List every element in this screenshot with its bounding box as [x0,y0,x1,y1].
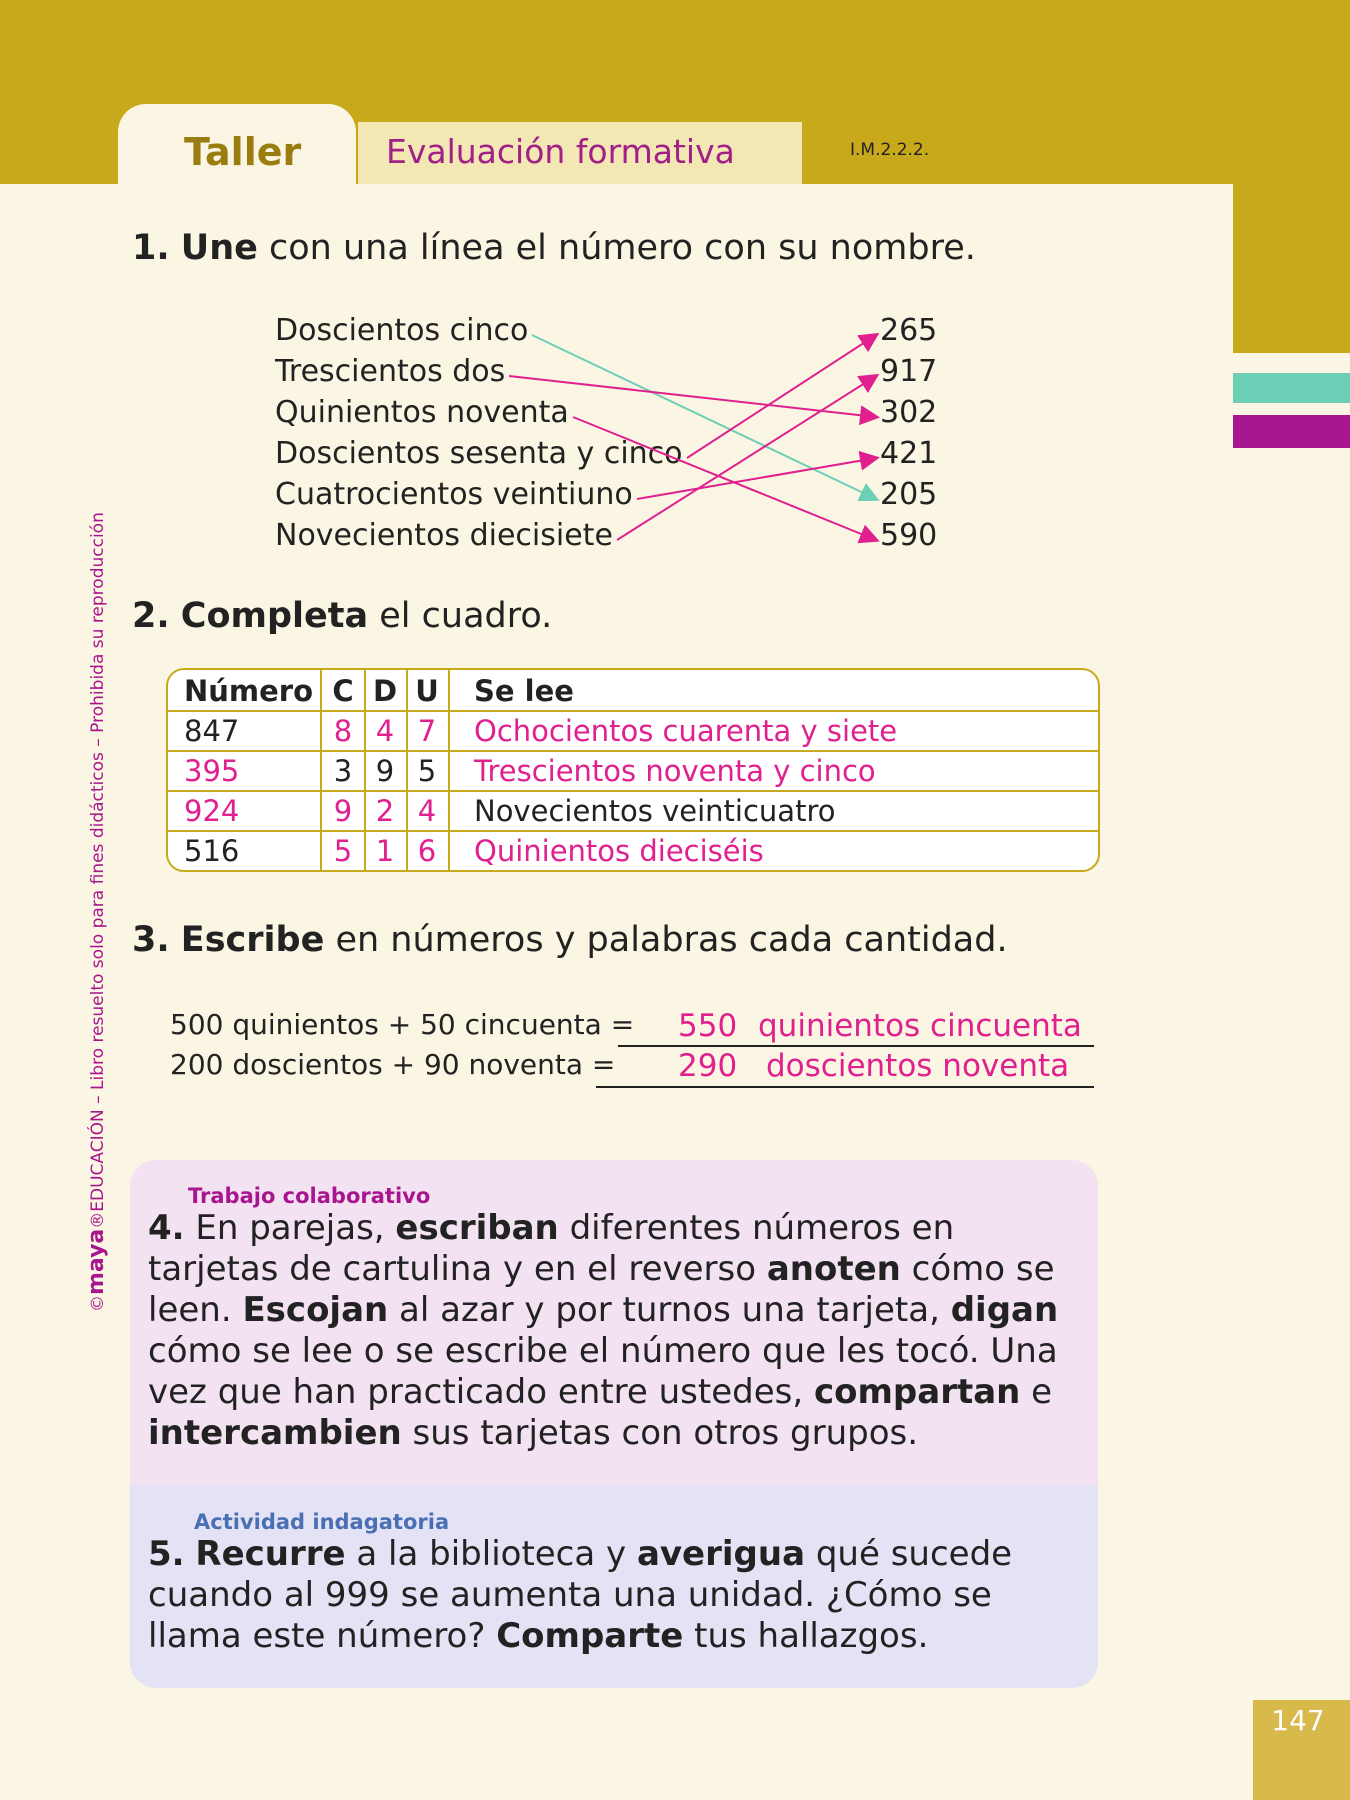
cell-c: 5 [333,834,353,868]
q4-verb: digan [950,1290,1059,1330]
q3-verb: Escribe [180,920,325,960]
header-d: D [372,674,398,708]
q4-label: Trabajo colaborativo [188,1184,431,1208]
q1-number-item: 265 [880,313,938,348]
q2-verb: Completa [180,596,369,636]
brand-name: maya [84,1228,109,1295]
cell-u: 4 [417,794,437,828]
header-numero: Número [184,674,314,708]
cell-read: Ochocientos cuarenta y siete [474,714,898,748]
q1-name-item: Quinientos noventa [275,395,569,430]
match-line [617,376,876,540]
q5-text-part: tus hallazgos. [683,1616,929,1656]
q4-text-part: cómo se lee o se escribe el número que les tocó. Una vez que han practicado entre ustedes, [148,1331,1058,1412]
tab-taller-label: Taller [184,130,302,174]
match-line [687,335,876,458]
cell-c: 8 [333,714,353,748]
cell-number: 924 [184,794,240,828]
q4-text-part: diferentes números en tarjetas de cartulina y en el reverso [148,1208,955,1289]
q3-line2-answer-words: doscientos noventa [766,1048,1070,1084]
cell-u: 5 [417,754,437,788]
q5-verb: Recurre [195,1534,346,1574]
q5-text-part: a la biblioteca y [345,1534,637,1574]
q3-line1-expression: 500 quinientos + 50 cincuenta = [170,1008,635,1041]
q4-number: 4. [148,1208,185,1248]
q5-number: 5. [148,1534,185,1574]
q4-verb: anoten [766,1249,901,1289]
q4-verb: intercambien [148,1413,402,1453]
q1-number-item: 302 [880,395,938,430]
place-value-table [166,668,1100,872]
q4-text-part: e [1020,1372,1053,1412]
q5-verb: Comparte [496,1616,684,1656]
q4-verb: escriban [395,1208,559,1248]
q1-instruction: con una línea el número con su nombre. [257,228,976,268]
q4-text-part: sus tarjetas con otros grupos. [401,1413,919,1453]
cell-d: 1 [375,834,395,868]
cell-c: 3 [333,754,353,788]
q5-label: Actividad indagatoria [194,1510,450,1534]
q5-text-part: qué sucede cuando al 999 se aumenta una unidad. ¿Cómo se llama este número? [148,1534,1013,1656]
q5-verb: averigua [636,1534,806,1574]
q4-text-part: cómo se leen. [148,1249,1055,1330]
q3-line2-underline [596,1086,1094,1088]
q2-number: 2. [132,596,170,636]
q1-name-item: Doscientos sesenta y cinco [275,436,683,471]
q1-name-item: Novecientos diecisiete [275,518,613,553]
table-header-row [168,670,1098,712]
table-row [168,710,1098,752]
table-row [168,790,1098,832]
cell-c: 9 [333,794,353,828]
q3-heading [132,920,1008,960]
cell-u: 6 [417,834,437,868]
match-line [637,458,876,499]
q4-text-part: En parejas, [184,1208,396,1248]
curriculum-code: I.M.2.2.2. [850,140,930,160]
header-c: C [332,674,354,708]
cell-d: 2 [375,794,395,828]
q1-number-item: 917 [880,354,938,389]
q1-number-item: 205 [880,477,938,512]
tab-evaluacion-label: Evaluación formativa [386,132,735,171]
header-se-lee: Se lee [474,674,574,708]
q1-match-lines [0,0,1350,600]
copyright-symbol: © [88,1295,108,1312]
q3-instruction: en números y palabras cada cantidad. [324,920,1008,960]
q2-heading [132,596,552,636]
q5-text [148,1534,1068,1657]
copyright-text: ®EDUCACIÓN – Libro resuelto solo para fines didácticos – Prohibida su reproducción [88,512,108,1229]
table-row [168,830,1098,870]
cell-d: 4 [375,714,395,748]
q1-name-item: Cuatrocientos veintiuno [275,477,633,512]
page-number: 147 [1271,1704,1325,1737]
q3-line1-answer-number: 550 [678,1008,738,1044]
table-row [168,750,1098,792]
q3-line2-answer-number: 290 [678,1048,738,1084]
q3-line1-underline [618,1045,1094,1047]
cell-d: 9 [375,754,395,788]
cell-number: 847 [184,714,240,748]
cell-read: Trescientos noventa y cinco [474,754,876,788]
cell-read: Quinientos dieciséis [474,834,764,868]
q2-instruction: el cuadro. [368,596,553,636]
q4-verb: Escojan [242,1290,389,1330]
q4-verb: compartan [813,1372,1021,1412]
cell-number: 516 [184,834,240,868]
q1-name-item: Doscientos cinco [275,313,529,348]
cell-number: 395 [184,754,240,788]
q3-line1-answer-words: quinientos cincuenta [758,1008,1082,1044]
q1-number-item: 421 [880,436,938,471]
q4-text-part: al azar y por turnos una tarjeta, [388,1290,951,1330]
header-u: U [415,674,439,708]
match-line [532,335,876,499]
copyright-vertical [84,512,109,1312]
q4-text [148,1208,1068,1454]
q1-verb: Une [180,228,258,268]
cell-u: 7 [417,714,437,748]
q3-line2-expression: 200 doscientos + 90 noventa = [170,1048,616,1081]
q3-number: 3. [132,920,170,960]
q1-number: 1. [132,228,170,268]
match-line [573,417,876,540]
cell-read: Novecientos veinticuatro [474,794,836,828]
q1-number-item: 590 [880,518,938,553]
q1-name-item: Trescientos dos [275,354,506,389]
